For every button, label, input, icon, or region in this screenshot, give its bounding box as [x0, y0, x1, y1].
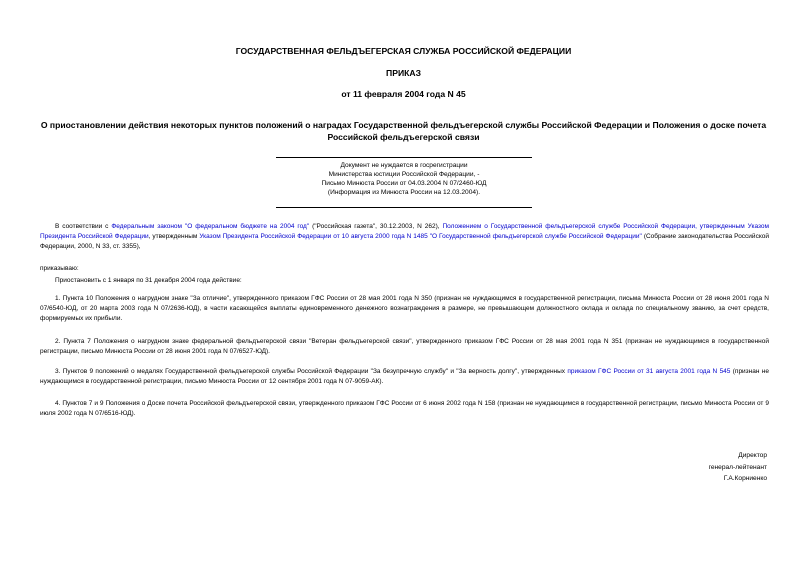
- preamble-text-1: В соответствии с: [55, 223, 112, 230]
- suspend-intro: Приостановить с 1 января по 31 декабря 2004 года действие:: [55, 277, 242, 284]
- registration-note-line-3: Письмо Минюста России от 04.03.2004 N 07/2460-ЮД: [321, 180, 487, 187]
- preamble-paragraph: [40, 222, 769, 253]
- signature-position: Директор: [738, 452, 767, 459]
- order-item-3-text: 3. Пунктов 9 положений о медалях Государственной фельдъегерской службы Российской Федерации "За безупречную службу" и "За верность долгу", утвержденных: [55, 368, 568, 375]
- order-item-3: [40, 367, 769, 387]
- preamble-text-2: ("Российская газета", 30.12.2003, N 262),: [309, 223, 443, 230]
- order-item-4: 4. Пунктов 7 и 9 Положения о Доске почета Российской фельдъегерской связи, утвержденного приказом ГФС России от 6 июня 2002 года N 158 (признан не нуждающимся в государственной регистрации, письмо Минюста России от 9 июля 2002 года N 07/6516-ЮД).: [40, 400, 769, 418]
- order-word: приказываю:: [40, 265, 79, 272]
- signature-rank: генерал-лейтенант: [708, 463, 767, 471]
- date-number-heading: от 11 февраля 2004 года N 45: [341, 89, 466, 99]
- preamble-text-3: , утвержденным: [148, 233, 200, 241]
- gfs-regulation-link[interactable]: Положением о Государственной фельдъегерской службе Российской Федерации, утвержденным Указом Президента Российской Федерации: [40, 223, 769, 241]
- registration-note-line-2: Министерства юстиции Российской Федерации, -: [328, 171, 480, 178]
- preamble-text-4: (Собрание законодательства Российской Федерации, 2000, N 33, ст. 3355),: [40, 233, 769, 251]
- registration-note-line-4: (Информация из Минюста России на 12.03.2004).: [327, 189, 481, 196]
- order-item-1: 1. Пункта 10 Положения о нагрудном знаке "За отличие", утвержденного приказом ГФС России от 28 мая 2001 года N 350 (признан не нуждающимся в государственной регистрации, письма Минюста России от 28 июня 2001 года N 07/6540-ЮД, от 20 марта 2003 года N 07/2636-ЮД), в части касающейся выплаты единовременного денежного вознаграждения в размере, не превышающем должностного оклада и оклада по специальному званию, за счет средств, формируемых их прибыли.: [40, 295, 769, 323]
- signature-name: Г.А.Корниенко: [723, 475, 767, 482]
- note-top-divider: [276, 157, 532, 158]
- note-bottom-divider: [276, 207, 532, 208]
- registration-note-line-1: Документ не нуждается в госрегистрации: [340, 162, 468, 169]
- presidential-decree-link[interactable]: Указом Президента Российской Федерации от 10 августа 2000 года N 1485 "О Государственной фельдъегерской службе Российской Федерации": [199, 233, 642, 241]
- gfs-order-545-link[interactable]: приказом ГФС России от 31 августа 2001 года N 545: [567, 368, 731, 375]
- order-item-3-tail: (признан не нуждающимся в государственной регистрации, письмо Минюста России от 12 сентября 2001 года N 07-9059-АК).: [40, 368, 769, 386]
- document-type-heading: ПРИКАЗ: [386, 68, 421, 78]
- federal-budget-law-link[interactable]: Федеральным законом "О федеральном бюджете на 2004 год": [111, 223, 310, 230]
- document-subject-title: О приостановлении действия некоторых пунктов положений о наградах Государственной фельдъегерской службы Российской Федерации и Положения о доске почета Российской фельдъегерской связи: [40, 120, 767, 142]
- agency-heading: ГОСУДАРСТВЕННАЯ ФЕЛЬДЪЕГЕРСКАЯ СЛУЖБА РОССИЙСКОЙ ФЕДЕРАЦИИ: [235, 46, 572, 56]
- order-item-2: 2. Пункта 7 Положения о нагрудном знаке федеральной фельдъегерской связи "Ветеран фельдъегерской связи", утвержденного приказом ГФС России от 28 мая 2001 года N 351 (признан не нуждающимся в государственной регистрации, письмо Минюста России от 28 июня 2001 года N 07/6527-ЮД).: [40, 338, 769, 356]
